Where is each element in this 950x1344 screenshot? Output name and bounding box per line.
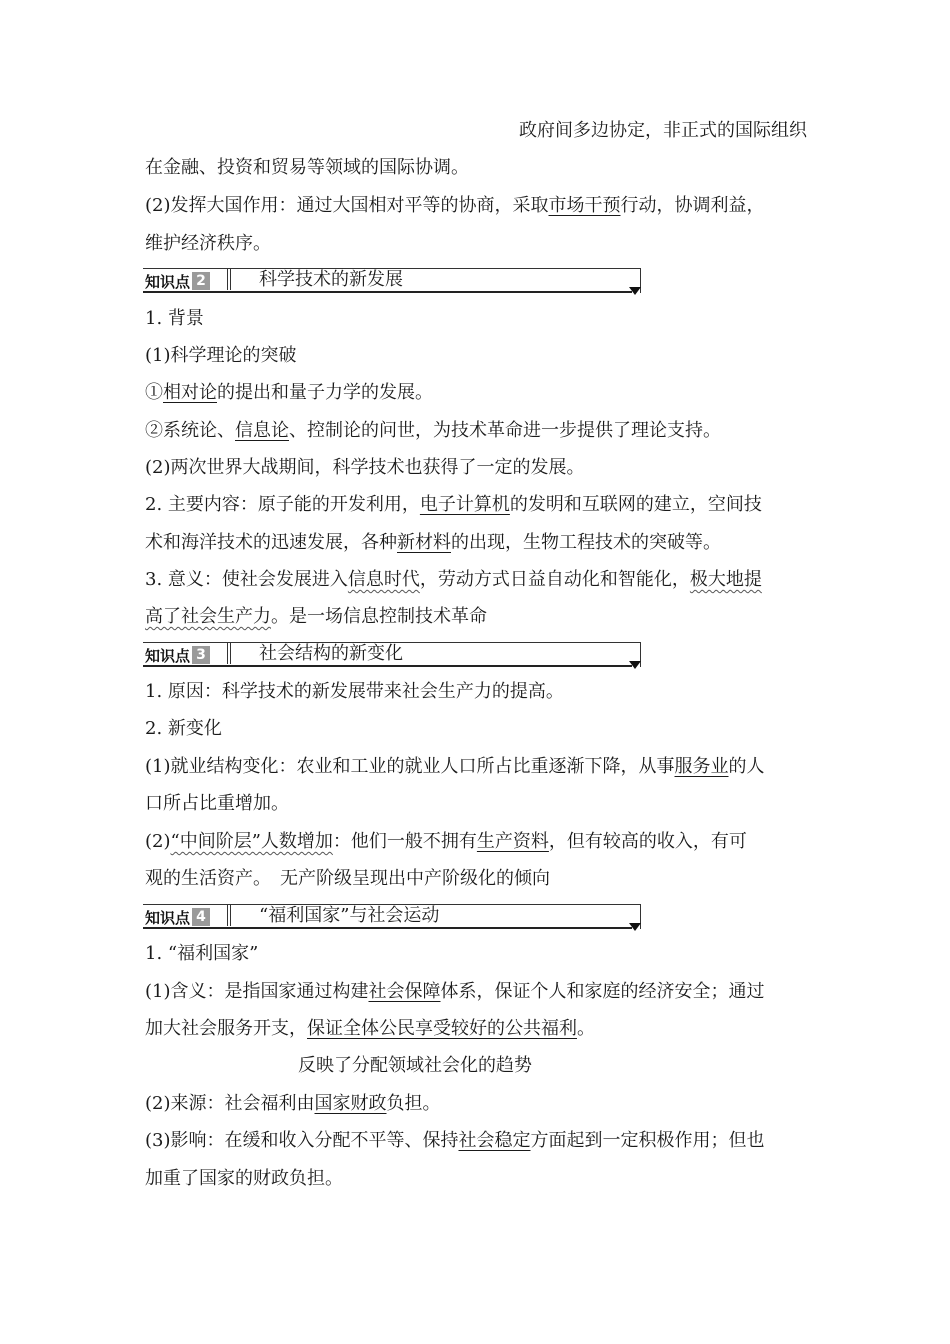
paragraph-line: (2)“中间阶层”人数增加：他们一般不拥有生产资料，但有较高的收入，有可 [145,831,747,852]
section-tag: 知识点 [145,908,191,927]
section-number: 3 [192,646,210,664]
paragraph-line: (2)两次世界大战期间，科学技术也获得了一定的发展。 [145,457,585,478]
paragraph-line: 高了社会生产力。是一场信息控制技术革命 [145,606,487,627]
paragraph-line: (1)就业结构变化：农业和工业的就业人口所占比重逐渐下降，从事服务业的人 [145,756,765,777]
paragraph-line: 术和海洋技术的迅速发展，各种新材料的出现，生物工程技术的突破等。 [145,532,721,553]
key-term: 信息时代 [347,569,420,590]
key-term: 电子计算机 [419,494,510,515]
paragraph-line: 2. 新变化 [145,718,222,739]
key-term: 新材料 [397,532,451,553]
key-term: 高了社会生产力 [145,606,271,627]
key-term: 极大地提 [689,569,762,590]
section-title: “福利国家”与社会运动 [259,905,440,926]
section-number: 2 [192,272,210,290]
paragraph-line: (1)科学理论的突破 [145,345,297,366]
paragraph-line: (2)来源：社会福利由国家财政负担。 [145,1093,441,1114]
key-term: 相对论 [163,382,217,403]
section-title: 科学技术的新发展 [259,269,403,290]
key-term: 生产资料 [476,831,549,852]
paragraph-line: ①相对论的提出和量子力学的发展。 [145,382,433,403]
section-title: 社会结构的新变化 [259,643,403,664]
section-header [143,904,640,934]
paragraph-line: (2)发挥大国作用：通过大国相对平等的协商，采取市场干预行动，协调利益， [145,195,765,216]
paragraph-line: 在金融、投资和贸易等领域的国际协调。 [145,157,469,178]
section-tag: 知识点 [145,646,191,665]
paragraph-line: (3)影响：在缓和收入分配不平等、保持社会稳定方面起到一定积极作用；但也 [145,1130,765,1151]
key-term: 服务业 [674,756,729,777]
key-term: 信息论 [235,420,289,441]
paragraph-line: 3. 意义：使社会发展进入信息时代，劳动方式日益自动化和智能化，极大地提 [145,569,762,590]
key-term: 保证全体公民享受较好的公共福利 [307,1018,577,1039]
paragraph-line: 1. “福利国家” [145,943,259,964]
key-term: “中间阶层”人数增加 [170,831,333,852]
annotation-text: 反映了分配领域社会化的趋势 [298,1055,532,1076]
section-header [143,642,640,672]
section-tag: 知识点 [145,272,191,291]
key-term: 国家财政 [314,1093,387,1114]
triangle-marker-icon [629,287,641,295]
annotation-text: 政府间多边协定，非正式的国际组织 [519,120,807,141]
paragraph-line: 观的生活资产。 无产阶级呈现出中产阶级化的倾向 [145,868,550,889]
paragraph-line: 1. 背景 [145,308,204,329]
key-term: 社会保障 [368,981,441,1002]
paragraph-line: ②系统论、信息论、控制论的问世，为技术革命进一步提供了理论支持。 [145,420,721,441]
key-term: 社会稳定 [458,1130,531,1151]
paragraph-line: 2. 主要内容：原子能的开发利用，电子计算机的发明和互联网的建立，空间技 [145,494,762,515]
paragraph-line: (1)含义：是指国家通过构建社会保障体系，保证个人和家庭的经济安全；通过 [145,981,765,1002]
triangle-marker-icon [629,923,641,931]
paragraph-line: 加重了国家的财政负担。 [145,1168,343,1189]
section-header [143,268,640,298]
paragraph-line: 维护经济秩序。 [145,233,271,254]
paragraph-line: 1. 原因：科学技术的新发展带来社会生产力的提高。 [145,681,564,702]
triangle-marker-icon [629,661,641,669]
key-term: 市场干预 [548,195,621,216]
paragraph-line: 口所占比重增加。 [145,793,289,814]
section-number: 4 [192,908,210,926]
paragraph-line: 加大社会服务开支，保证全体公民享受较好的公共福利。 [145,1018,595,1039]
